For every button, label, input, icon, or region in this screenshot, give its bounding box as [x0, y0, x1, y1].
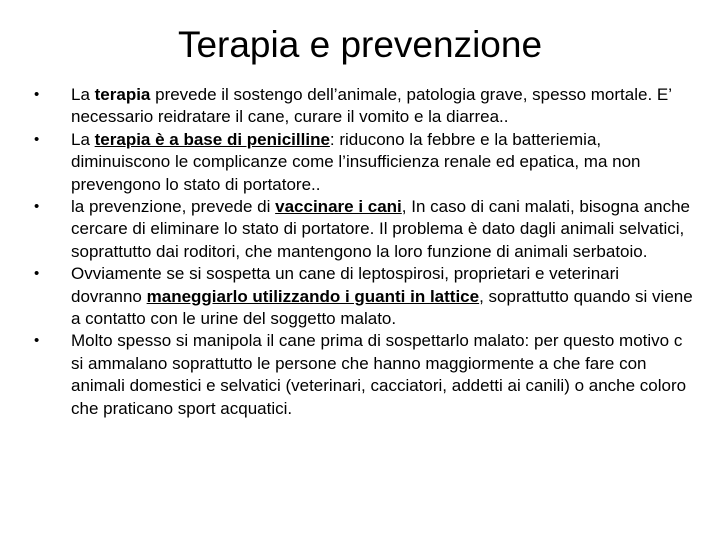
bullet-text-emphasis: vaccinare i cani	[275, 197, 402, 217]
bullet-text-emphasis: maneggiarlo utilizzando i guanti in lattice	[146, 286, 480, 306]
bullet-text-bold	[275, 197, 402, 216]
bullet-text: la prevenzione, prevede di	[71, 197, 276, 217]
bullet-text: prevede il sostengo dell’animale, patologia grave, spesso mortale. E’ necessario reidratare il cane, curare il vomito e la diarrea..	[71, 85, 672, 127]
bullet-text: , In caso di cani malati, bisogna anche cercare di eliminare lo stato di portatore. Il problema è dato dagli animali selvatici, soprattutto dai roditori, che mantengono la loro funzione di animali serbatoio.	[71, 197, 691, 261]
bullet-item	[34, 330, 694, 420]
bullet-text-bold	[95, 130, 330, 149]
bullet-list	[34, 84, 694, 420]
bullet-text: : riducono la febbre e la batteriemia, diminuiscono le complicanze come l’insufficienza renale ed epatica, ma non prevengono lo stato di portatore..	[71, 129, 641, 194]
bullet-item	[34, 263, 694, 330]
bullet-marker: •	[34, 130, 40, 148]
bullet-text-emphasis: terapia è a base di penicilline	[94, 129, 330, 149]
bullet-item	[34, 84, 694, 129]
bullet-text: Ovviamente se si sospetta un cane di leptospirosi, proprietari e veterinari dovranno	[71, 264, 620, 306]
bullet-marker: •	[34, 86, 40, 103]
bullet-text-bold: terapia	[94, 85, 151, 104]
slide-title: Terapia e prevenzione	[177, 24, 543, 65]
bullet-marker: •	[34, 332, 40, 350]
bullet-text: , soprattutto quando si viene a contatto con le urine del soggetto malato.	[71, 286, 693, 329]
bullet-marker: •	[34, 265, 40, 283]
bullet-text-bold	[147, 287, 479, 306]
bullet-text: La	[71, 129, 95, 149]
bullet-marker: •	[34, 198, 40, 216]
bullet-text: La	[71, 85, 95, 104]
bullet-item	[34, 129, 694, 196]
bullet-text: Molto spesso si manipola il cane prima di sospettarlo malato: per questo motivo c si ammalano soprattutto le persone che hanno maggiormente a che fare con animali domestici e selvatici (veterinari, cacciatori, addetti ai canili) o anche coloro che praticano sport acquatici.	[71, 331, 687, 418]
bullet-item	[34, 196, 694, 263]
